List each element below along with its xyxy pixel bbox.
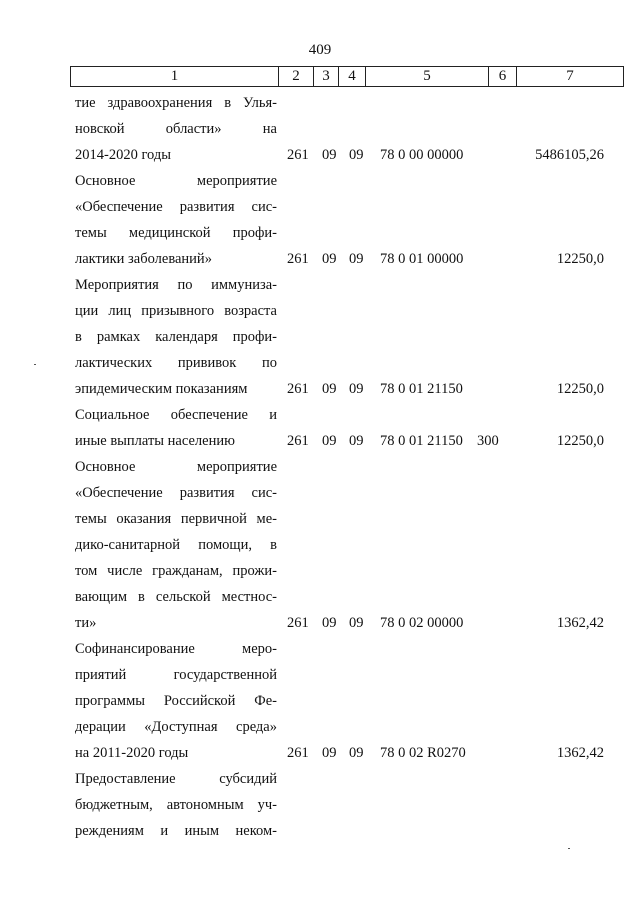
description-line: лактических прививок по bbox=[75, 355, 277, 371]
description-line: иные выплаты населению bbox=[75, 433, 235, 449]
description-line: Предоставление субсидий bbox=[75, 771, 277, 787]
description-line: Мероприятия по иммуниза- bbox=[75, 277, 277, 293]
cell-c7: 12250,0 bbox=[556, 251, 604, 267]
cell-c7: 5486105,26 bbox=[535, 147, 604, 163]
cell-c5: 78 0 01 21150 bbox=[380, 381, 463, 397]
description-line: «Обеспечение развития сис- bbox=[75, 199, 277, 215]
description-line: в рамках календаря профи- bbox=[75, 329, 277, 345]
row-description bbox=[75, 636, 277, 766]
cell-c4: 09 bbox=[349, 615, 364, 631]
cell-c5: 78 0 01 21150 bbox=[380, 433, 463, 449]
description-line: 2014-2020 годы bbox=[75, 147, 171, 163]
cell-c5: 78 0 02 R0270 bbox=[380, 745, 466, 761]
cell-c2: 261 bbox=[287, 251, 309, 267]
cell-c3: 09 bbox=[322, 433, 337, 449]
column-header-row bbox=[70, 66, 624, 87]
scan-speck bbox=[568, 848, 570, 849]
description-line: дерации «Доступная среда» bbox=[75, 719, 277, 735]
description-line: приятий государственной bbox=[75, 667, 277, 683]
row-description bbox=[75, 90, 277, 168]
description-line: ти» bbox=[75, 615, 97, 631]
cell-c2: 261 bbox=[287, 745, 309, 761]
cell-c4: 09 bbox=[349, 251, 364, 267]
cell-c7: 1362,42 bbox=[556, 745, 604, 761]
cell-c3: 09 bbox=[322, 615, 337, 631]
cell-c5: 78 0 01 00000 bbox=[380, 251, 464, 267]
description-line: вающим в сельской местнос- bbox=[75, 589, 277, 605]
column-header-3: 3 bbox=[314, 67, 339, 87]
description-line: Софинансирование меро- bbox=[75, 641, 277, 657]
cell-c3: 09 bbox=[322, 251, 337, 267]
cell-c2: 261 bbox=[287, 433, 309, 449]
cell-c5: 78 0 02 00000 bbox=[380, 615, 464, 631]
cell-c4: 09 bbox=[349, 147, 364, 163]
cell-c4: 09 bbox=[349, 745, 364, 761]
cell-c5: 78 0 00 00000 bbox=[380, 147, 464, 163]
description-line: том числе гражданам, прожи- bbox=[75, 563, 277, 579]
cell-c4: 09 bbox=[349, 381, 364, 397]
cell-c7: 1362,42 bbox=[556, 615, 604, 631]
description-line: бюджетным, автономным уч- bbox=[75, 797, 277, 813]
description-line: ции лиц призывного возраста bbox=[75, 303, 277, 319]
cell-c6: 300 bbox=[477, 433, 499, 449]
row-description bbox=[75, 272, 277, 402]
cell-c2: 261 bbox=[287, 147, 309, 163]
row-description bbox=[75, 454, 277, 636]
page-number: 409 bbox=[308, 42, 332, 58]
description-line: дико-санитарной помощи, в bbox=[75, 537, 277, 553]
column-header-1: 1 bbox=[71, 67, 279, 87]
column-header-5: 5 bbox=[366, 67, 489, 87]
description-line: новской области» на bbox=[75, 121, 277, 137]
description-line: Социальное обеспечение и bbox=[75, 407, 277, 423]
description-line: реждениям и иным неком- bbox=[75, 823, 277, 839]
column-header-6: 6 bbox=[489, 67, 517, 87]
description-line: «Обеспечение развития сис- bbox=[75, 485, 277, 501]
description-line: темы медицинской профи- bbox=[75, 225, 277, 241]
cell-c7: 12250,0 bbox=[556, 433, 604, 449]
description-line: программы Российской Фе- bbox=[75, 693, 277, 709]
column-header-2: 2 bbox=[279, 67, 314, 87]
description-line: эпидемическим показаниям bbox=[75, 381, 248, 397]
cell-c4: 09 bbox=[349, 433, 364, 449]
cell-c3: 09 bbox=[322, 381, 337, 397]
cell-c3: 09 bbox=[322, 745, 337, 761]
description-line: на 2011-2020 годы bbox=[75, 745, 189, 761]
description-line: Основное мероприятие bbox=[75, 173, 277, 189]
cell-c3: 09 bbox=[322, 147, 337, 163]
row-description bbox=[75, 168, 277, 272]
row-description bbox=[75, 766, 277, 844]
cell-c2: 261 bbox=[287, 615, 309, 631]
description-line: лактики заболеваний» bbox=[75, 251, 212, 267]
column-header-4: 4 bbox=[339, 67, 366, 87]
cell-c7: 12250,0 bbox=[556, 381, 604, 397]
description-line: темы оказания первичной ме- bbox=[75, 511, 277, 527]
column-header-7: 7 bbox=[517, 67, 624, 87]
cell-c2: 261 bbox=[287, 381, 309, 397]
description-line: Основное мероприятие bbox=[75, 459, 277, 475]
scan-speck bbox=[34, 364, 36, 365]
row-description bbox=[75, 402, 277, 454]
description-line: тие здравоохранения в Улья- bbox=[75, 95, 277, 111]
